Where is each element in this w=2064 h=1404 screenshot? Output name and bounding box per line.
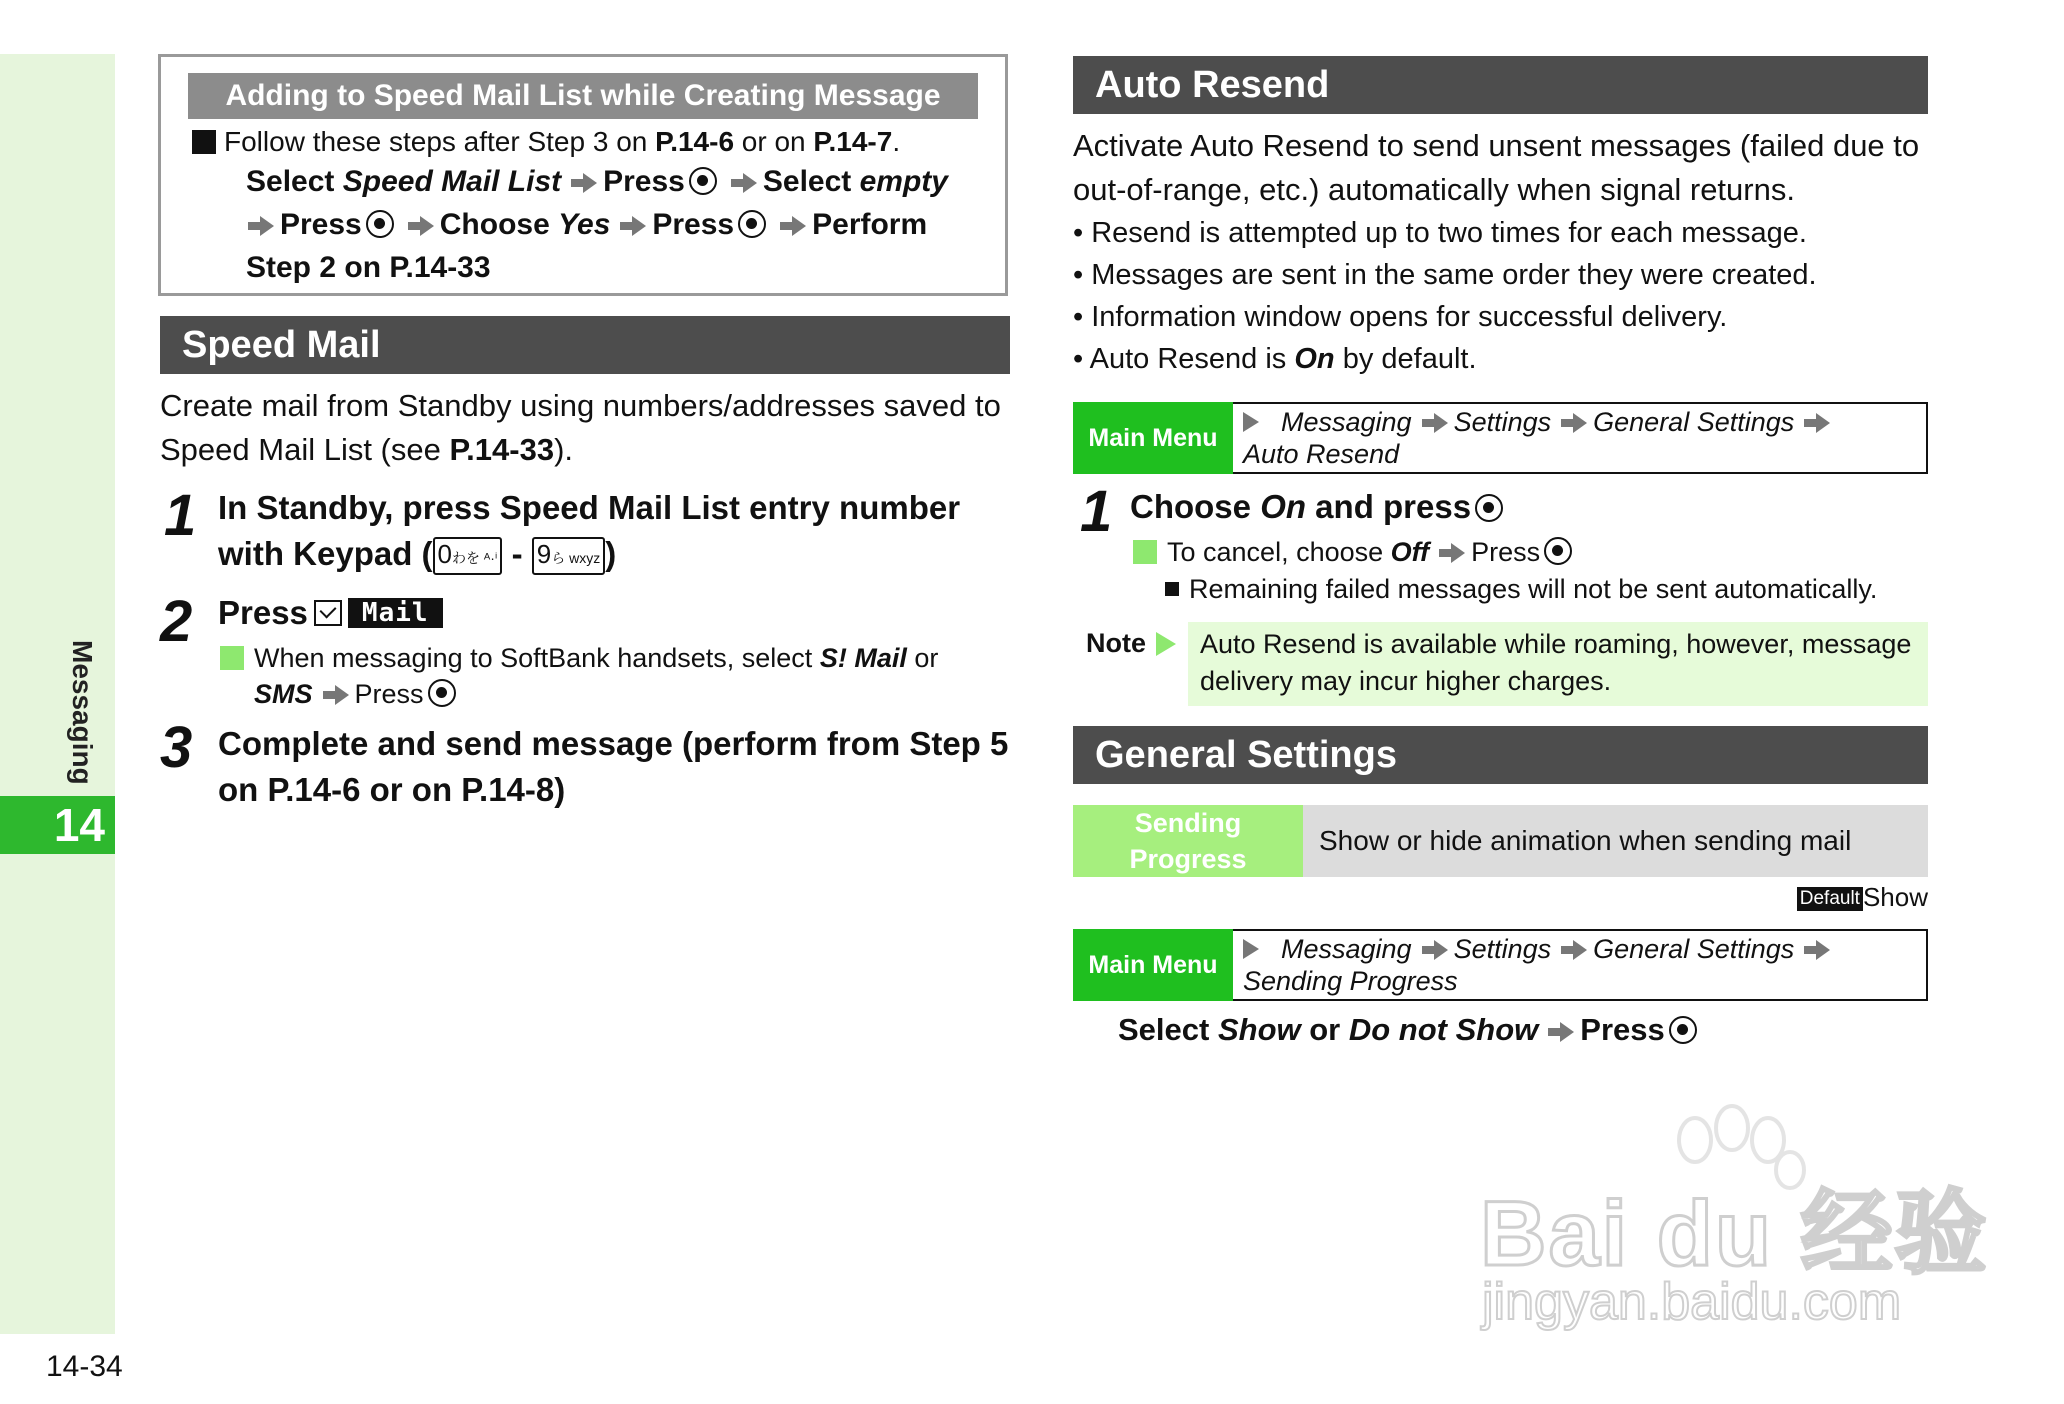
- watermark-url: jingyan.baidu.com: [1482, 1273, 1902, 1331]
- speed-mail-intro: Create mail from Standby using numbers/addresses saved to Speed Mail List (see P.14-33).: [160, 388, 1001, 467]
- note-triangle-icon: [1156, 632, 1176, 656]
- black-square-icon: [1165, 582, 1179, 596]
- auto-resend-menu-path: [1073, 402, 1928, 474]
- play-triangle-icon: [1243, 412, 1259, 432]
- step-number: 3: [160, 715, 193, 780]
- step-number: 2: [160, 589, 193, 654]
- step-note: When messaging to SoftBank handsets, select S! Mail or SMS Press: [220, 640, 1020, 712]
- arrow-icon: [1560, 1022, 1574, 1042]
- note-box: Auto Resend is available while roaming, however, message delivery may incur higher charges.: [1188, 622, 1928, 706]
- center-key-icon: [738, 210, 766, 238]
- watermark-brand: Bai du 经验: [1480, 1183, 1989, 1285]
- arrow-icon: [1434, 413, 1448, 433]
- sending-progress-menu-path: [1073, 929, 1928, 1001]
- arrow-icon: [1573, 940, 1587, 960]
- list-item: • Information window opens for successful delivery.: [1073, 296, 1943, 338]
- arrow-icon: [335, 685, 349, 705]
- green-square-icon: [1133, 540, 1157, 564]
- note-label: Note: [1086, 628, 1146, 658]
- auto-resend-intro: Activate Auto Resend to send unsent messages (failed due to out-of-range, etc.) automatically when signal returns.: [1073, 128, 1920, 207]
- arrow-icon: [632, 216, 646, 236]
- center-key-icon: [1475, 494, 1503, 522]
- list-item: • Resend is attempted up to two times for each message.: [1073, 212, 1943, 254]
- keypad-0-icon: 0わを ᴬ·ⁱ: [433, 537, 503, 575]
- step-text: Press Mail: [218, 590, 443, 636]
- section-tab-label: Messaging: [67, 640, 98, 785]
- arrow-icon: [1434, 940, 1448, 960]
- general-settings-heading: General Settings: [1073, 726, 1928, 784]
- center-key-icon: [366, 210, 394, 238]
- center-key-icon: [689, 167, 717, 195]
- arrow-icon: [1573, 413, 1587, 433]
- center-key-icon: [428, 679, 456, 707]
- cancel-note: To cancel, choose Off Press: [1133, 535, 1576, 569]
- chapter-number: 14: [0, 796, 115, 854]
- mail-softkey: Mail: [348, 598, 443, 628]
- default-value: Default Show: [1600, 882, 1928, 913]
- black-square-icon: [192, 130, 216, 154]
- speed-mail-list-box-title: Adding to Speed Mail List while Creating Message: [188, 73, 978, 119]
- list-item: • Messages are sent in the same order they were created.: [1073, 254, 1943, 296]
- menu-path-text: Messaging Settings General Settings Auto Resend: [1243, 406, 1836, 470]
- mail-key-icon: [314, 600, 342, 626]
- step-text: Complete and send message (perform from Step 5 on P.14-6 or on P.14-8): [218, 725, 1009, 808]
- main-menu-tag: Main Menu: [1073, 929, 1233, 1001]
- default-tag: Default: [1797, 887, 1863, 911]
- sending-progress-tag: Sending Progress: [1073, 805, 1303, 877]
- main-menu-tag: Main Menu: [1073, 402, 1233, 474]
- arrow-icon: [792, 216, 806, 236]
- remaining-note: Remaining failed messages will not be sent automatically.: [1165, 572, 1877, 606]
- step-number: 1: [164, 483, 197, 548]
- center-key-icon: [1544, 537, 1572, 565]
- auto-resend-heading: Auto Resend: [1073, 56, 1928, 114]
- speed-mail-list-instruction: Follow these steps after Step 3 on P.14-6 or on P.14-7.: [192, 126, 900, 158]
- arrow-icon: [260, 216, 274, 236]
- menu-path-text: Messaging Settings General Settings Sending Progress: [1243, 933, 1836, 997]
- arrow-icon: [583, 173, 597, 193]
- auto-resend-bullets: [1073, 212, 1943, 380]
- list-item: • Auto Resend is On by default.: [1073, 338, 1943, 380]
- step-text: Choose On and press: [1130, 484, 1507, 530]
- arrow-icon: [743, 173, 757, 193]
- speed-mail-list-steps: Select Speed Mail List Press Select empty Press Choose Yes Press Perform Step 2 on P.14-33: [246, 165, 948, 284]
- green-square-icon: [220, 646, 244, 670]
- speed-mail-heading: Speed Mail: [160, 316, 1010, 374]
- sending-progress-instruction: Select Show or Do not Show Press: [1118, 1012, 1701, 1048]
- play-triangle-icon: [1243, 939, 1259, 959]
- step-text: In Standby, press Speed Mail List entry number with Keypad ( 0わを ᴬ·ⁱ - 9ら wxyz ): [218, 485, 1018, 577]
- arrow-icon: [420, 216, 434, 236]
- sending-progress-description: Show or hide animation when sending mail: [1303, 805, 1928, 877]
- page-number: 14-34: [46, 1350, 123, 1383]
- center-key-icon: [1669, 1016, 1697, 1044]
- arrow-icon: [1816, 940, 1830, 960]
- step-number: 1: [1080, 479, 1113, 544]
- arrow-icon: [1816, 413, 1830, 433]
- keypad-9-icon: 9ら wxyz: [532, 537, 605, 575]
- arrow-icon: [1451, 543, 1465, 563]
